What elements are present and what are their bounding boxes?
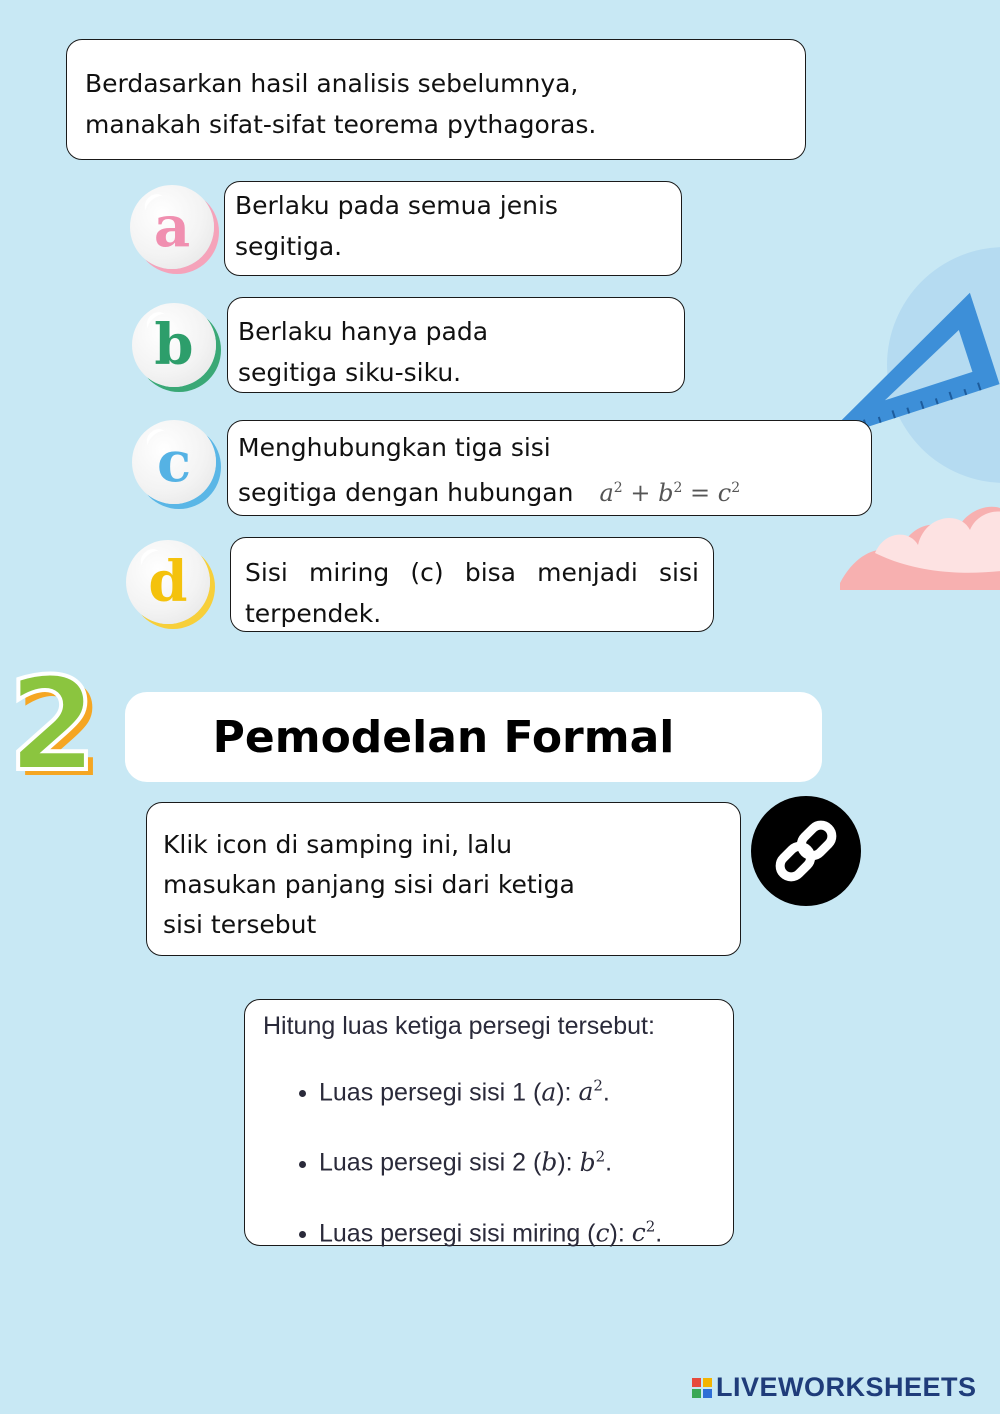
- option-a-line-2: segitiga.: [235, 232, 343, 261]
- section-number: 2: [8, 651, 98, 800]
- option-b-bubble[interactable]: [132, 303, 216, 387]
- list-item: • Luas persegi sisi 1 (a): $a^2$.: [319, 1054, 715, 1124]
- option-b-line-1: Berlaku hanya pada: [238, 317, 489, 346]
- section-title: Pemodelan Formal: [125, 692, 822, 782]
- option-d-line-1: Sisi miring (c) bisa menjadi sisi: [245, 558, 699, 587]
- option-a-bubble[interactable]: [130, 185, 214, 269]
- option-a-box[interactable]: [224, 181, 682, 276]
- option-d-bubble[interactable]: [126, 540, 210, 624]
- cloud-icon: [840, 507, 1000, 590]
- list-item: • Luas persegi sisi 2 (b): $b^2$.: [319, 1124, 715, 1194]
- option-d-line-2: terpendek.: [245, 599, 382, 628]
- option-c-box[interactable]: [227, 420, 872, 516]
- instruction-line-1: Klik icon di samping ini, lalu: [163, 830, 513, 859]
- option-d-box[interactable]: [230, 537, 714, 632]
- instruction-box: [146, 802, 741, 956]
- liveworksheets-logo[interactable]: [692, 1372, 977, 1403]
- link-icon: [768, 813, 844, 889]
- calculation-box: [244, 999, 734, 1246]
- option-a-letter: a: [153, 194, 191, 260]
- option-d-letter: d: [148, 549, 188, 615]
- instruction-line-3: sisi tersebut: [163, 910, 317, 939]
- question-line-2: manakah sifat-sifat teorema pythagoras.: [85, 110, 597, 139]
- question-box: [66, 39, 806, 160]
- link-button[interactable]: [751, 796, 861, 906]
- option-a-line-1: Berlaku pada semua jenis: [235, 191, 558, 220]
- logo-grid-icon: [692, 1378, 712, 1398]
- pythagoras-formula: $a^2 + b^2 = c^2$: [599, 479, 741, 507]
- option-c-line-1: Menghubungkan tiga sisi: [238, 433, 551, 462]
- list-item: • Luas persegi sisi miring (c): $c^2$.: [319, 1195, 715, 1265]
- question-line-1: Berdasarkan hasil analisis sebelumnya,: [85, 69, 579, 98]
- option-c-line-2: segitiga dengan hubungan $a^2 + b^2 = c^2$: [238, 478, 741, 507]
- option-c-bubble[interactable]: [132, 420, 216, 504]
- brand-name: LIVEWORKSHEETS: [716, 1372, 977, 1402]
- option-b-box[interactable]: [227, 297, 685, 393]
- calculation-list: [263, 1054, 715, 1265]
- option-c-letter: c: [156, 429, 192, 495]
- ruler-cloud-decoration: [800, 245, 1000, 590]
- option-b-line-2: segitiga siku-siku.: [238, 358, 462, 387]
- instruction-line-2: masukan panjang sisi dari ketiga: [163, 870, 575, 899]
- calculation-heading: Hitung luas ketiga persegi tersebut:: [263, 1012, 655, 1040]
- option-b-letter: b: [154, 312, 194, 378]
